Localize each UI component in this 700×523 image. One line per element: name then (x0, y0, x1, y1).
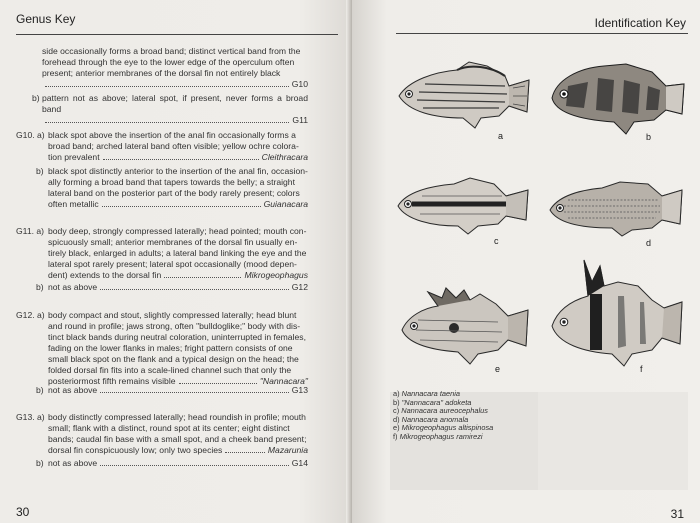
entry-line: small black spot on the flank and a typical design on the head; the (48, 354, 299, 364)
entry-ref: Guianacara (263, 199, 308, 209)
entry-line: present; anterior membranes of the dorsal fin not entirely black (42, 68, 281, 78)
entry-label: G10. a) (16, 130, 45, 140)
legend-key: e) (393, 423, 400, 433)
entry-line: not as above (48, 458, 98, 468)
entry-line: pattern not as above; lateral spot, if present, never forms a broad band (42, 93, 308, 114)
right-page-header: Identification Key (594, 16, 686, 30)
entry-line: bands; caudal fin base with a small spot, and a cheek band present; (48, 434, 307, 444)
legend-name: Nannacara taenia (401, 389, 460, 398)
figure-letter-a: a (498, 131, 504, 141)
entry-line: black spot above the insertion of the anal fin occasionally forms a (48, 130, 296, 140)
entry-label: b) (32, 93, 40, 103)
entry-ref: "Nannacara" (259, 376, 308, 386)
entry-ref: Mazarunia (267, 445, 308, 455)
entry-line: black spot distinctly anterior to the insertion of the anal fin, occasion- (48, 166, 308, 176)
legend-name: Mikrogeophagus ramirezi (399, 431, 483, 441)
entry-line: side occasionally forms a broad band; distinct vertical band from the (42, 46, 301, 56)
entry-line: spicuously small; anterior membranes of the dorsal fin usually en- (48, 237, 298, 247)
legend-key: b) (393, 397, 400, 407)
entry-line: posteriormost fifth remains visible (48, 376, 176, 386)
fish-illustration-f (548, 256, 686, 368)
legend-item (393, 433, 493, 442)
entry-label: b) (36, 385, 44, 395)
fish-illustration-a (395, 58, 533, 134)
legend-key: f) (393, 431, 398, 441)
entry-line: not as above (48, 282, 98, 292)
entry-line: broad band; arched lateral band often visible; yellow ochre colora- (48, 141, 299, 151)
entry-label: G12. a) (16, 310, 45, 320)
entry-line: tirely black, enlarged in adults; a lateral band linking the eye and the (48, 248, 307, 258)
entry-ref: G12 (291, 282, 308, 292)
figure-letter-c: c (494, 236, 499, 246)
legend-name: "Nannacara" adoketa (401, 397, 472, 407)
entry-ref: G14 (291, 458, 308, 468)
entry-line: not as above (48, 385, 98, 395)
entry-line: small; flank with a distinct, round spot at its center; eight distinct (48, 423, 290, 433)
fish-illustration-b (548, 58, 688, 138)
entry-line: folded dorsal fin fits into a scale-lined channel such that only the (48, 365, 292, 375)
figure-legend (393, 390, 493, 442)
left-header-rule (16, 34, 338, 35)
entry-line: often metallic (48, 199, 99, 209)
entry-line: tinct black bands during neutral coloration, uninterrupted in females, (48, 332, 306, 342)
legend-key: a) (393, 389, 400, 398)
entry-ref: Mikrogeophagus (244, 270, 308, 280)
entry-line: fading on the lower flanks in males; fright pattern consists of one (48, 343, 293, 353)
entry-label: G11. a) (16, 226, 45, 236)
fish-illustration-c (394, 174, 532, 238)
right-page-number: 31 (670, 507, 684, 521)
entry-line: ally forming a broad band that tapers towards the belly; a straight (48, 177, 295, 187)
entry-line: dent) extends to the dorsal fin (48, 270, 162, 280)
legend-key: d) (393, 414, 400, 424)
legend-name: Mikrogeophagus altispinosa (401, 423, 494, 433)
figure-letter-b: b (646, 132, 652, 142)
fish-illustration-d (546, 176, 686, 240)
figure-letter-e: e (495, 364, 501, 374)
entry-label: b) (36, 166, 44, 176)
legend-name: Nannacara aureocephalus (401, 406, 488, 416)
figure-letter-d: d (646, 238, 652, 248)
faint-photo-area-right (538, 392, 688, 490)
entry-line: and round in profile; jaws strong, often "bulldoglike;" body with dis- (48, 321, 301, 331)
entry-ref: G13 (291, 385, 308, 395)
entry-label: b) (36, 282, 44, 292)
entry-line: body deep, strongly compressed laterally; head pointed; mouth con- (48, 226, 307, 236)
entry-ref: G10 (291, 79, 308, 89)
entry-ref: G11 (292, 115, 308, 125)
legend-key: c) (393, 406, 400, 416)
entry-line: forehead through the eye to the lower edge of the operculum often (42, 57, 295, 67)
entry-line: tion prevalent (48, 152, 100, 162)
figure-letter-f: f (640, 364, 643, 374)
entry-line: dorsal fin conspicuously low; only two species (48, 445, 223, 455)
entry-line: lateral band on the posterior part of the body rarely present; colors (48, 188, 300, 198)
entry-line: body distinctly compressed laterally; head roundish in profile; mouth (48, 412, 306, 422)
entry-ref: Cleithracara (261, 152, 308, 162)
fish-illustration-e (398, 284, 532, 366)
left-page-number: 30 (16, 505, 30, 519)
legend-name: Nannacara anomala (401, 414, 469, 424)
left-page-header: Genus Key (16, 12, 76, 26)
entry-line: lateral spot rarely present; lateral spot occasionally (mood depen- (48, 259, 297, 269)
right-header-rule (396, 33, 688, 34)
entry-line: body compact and stout, slightly compressed laterally; head blunt (48, 310, 297, 320)
entry-label: b) (36, 458, 44, 468)
entry-label: G13. a) (16, 412, 45, 422)
